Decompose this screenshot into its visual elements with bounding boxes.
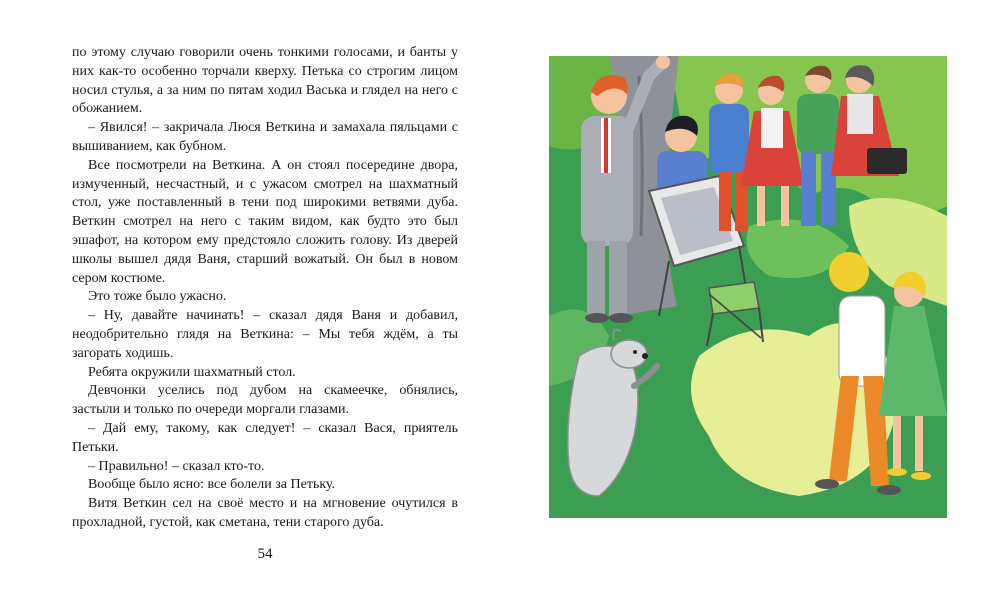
paragraph: Вообще было ясно: все болели за Петьку. — [88, 477, 336, 493]
paragraph: – Дай ему, такому, как следует! – сказал Вася, приятель Петьки. — [72, 420, 458, 455]
paragraph: по этому случаю говорили очень тонкими голосами, и банты у них как-то особенно торчали кверху. Петька со строгим лицом носил стулья, а за ним по пятам ходил Васька и глядел на него с обожанием. — [72, 45, 458, 117]
paragraph: – Правильно! – сказал кто-то. — [88, 458, 265, 474]
page-number: 54 — [257, 546, 273, 562]
paragraph: Это тоже было ужасно. — [88, 289, 227, 305]
paragraph: – Явился! – закричала Люся Веткина и замахала пяльцами с вышиванием, как бубном. — [72, 120, 458, 154]
paragraph: Девчонки уселись под дубом на скамеечке, обнялись, застыли и только по очереди моргали глазами. — [72, 383, 458, 418]
chess-scene-illustration — [549, 56, 947, 518]
paragraph: Витя Веткин сел на своё место и на мгновение очутился в прохладной, густой, как сметана, тени старого дуба. — [72, 496, 458, 530]
story-text — [72, 44, 458, 533]
paragraph: Все посмотрели на Веткина. А он стоял посередине двора, измученный, несчастный, и с ужасом смотрел на шахматный стол, уже поставленный в тени под широкими ветвями дуба. Веткин смотрел на него с таким видом, как будто это был эшафот, на котором ему предстояло сложить голову. Из дверей школы вышел дядя Ваня, старший вожатый. Он был в новом сером костюме. — [72, 157, 458, 286]
paragraph: – Ну, давайте начинать! – сказал дядя Ваня и добавил, неодобрительно глядя на Веткина: – Мы тебя ждём, а ты загорать ходишь. — [72, 308, 458, 361]
briefcase-icon — [867, 148, 907, 174]
paragraph: Ребята окружили шахматный стол. — [88, 364, 296, 380]
illustration — [549, 56, 947, 518]
